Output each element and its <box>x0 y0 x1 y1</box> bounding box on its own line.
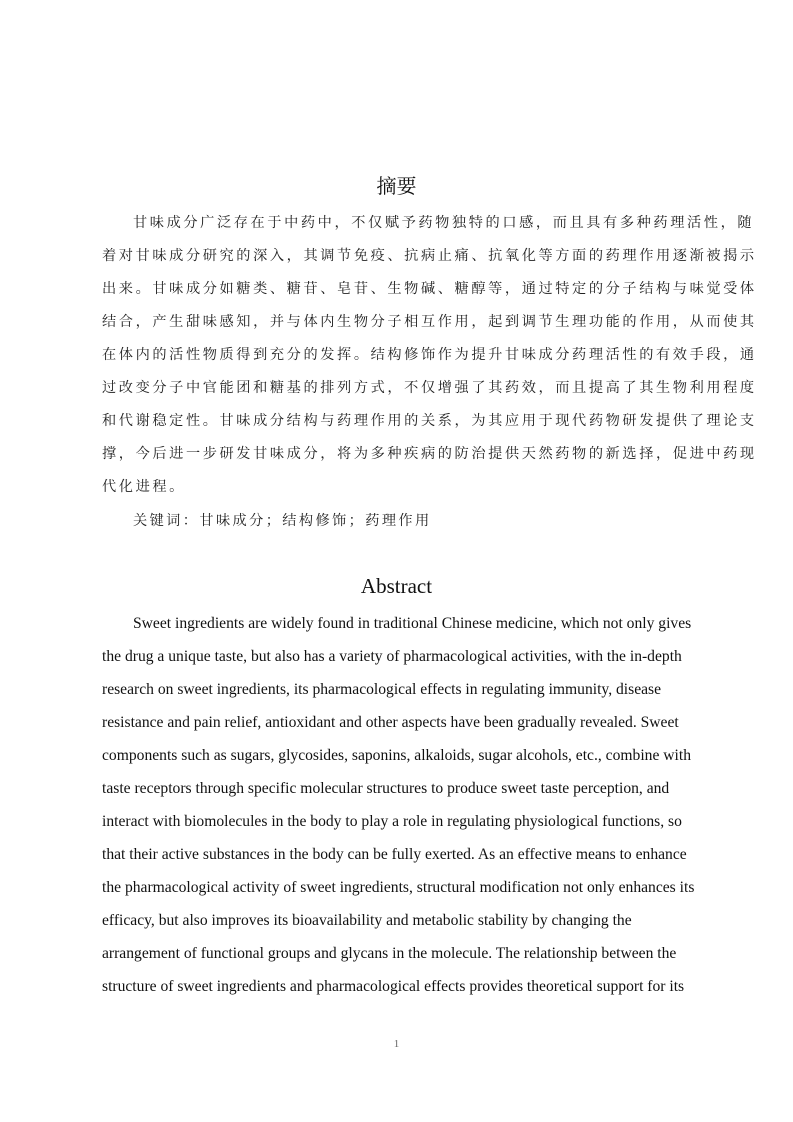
chinese-abstract-body <box>102 207 757 504</box>
english-abstract-line: structure of sweet ingredients and pharmacological effects provides theoretical support for its <box>102 978 685 995</box>
english-abstract-title: Abstract <box>360 574 433 598</box>
chinese-abstract-line: 在体内的活性物质得到充分的发挥。结构修饰作为提升甘味成分药理活性的有效手段，通 <box>102 347 757 363</box>
english-abstract-line: taste receptors through specific molecular structures to produce sweet taste perception, and <box>102 780 670 797</box>
english-abstract-line: efficacy, but also improves its bioavailability and metabolic stability by changing the <box>102 912 632 929</box>
english-abstract-line: components such as sugars, glycosides, saponins, alkaloids, sugar alcohols, etc., combine with <box>102 747 691 764</box>
english-abstract-line: the drug a unique taste, but also has a variety of pharmacological activities, with the in-depth <box>102 648 682 665</box>
english-abstract-line: arrangement of functional groups and glycans in the molecule. The relationship between the <box>102 945 677 962</box>
english-abstract-line: interact with biomolecules in the body to play a role in regulating physiological functions, so <box>102 813 682 830</box>
chinese-abstract-line: 撑，今后进一步研发甘味成分，将为多种疾病的防治提供天然药物的新选择，促进中药现 <box>102 446 757 462</box>
english-abstract-line: Sweet ingredients are widely found in traditional Chinese medicine, which not only gives <box>133 615 692 632</box>
chinese-abstract-line: 着对甘味成分研究的深入，其调节免疫、抗病止痛、抗氧化等方面的药理作用逐渐被揭示 <box>102 248 757 264</box>
english-abstract-line: that their active substances in the body can be fully exerted. As an effective means to enhance <box>102 846 687 863</box>
chinese-abstract-line: 甘味成分广泛存在于中药中，不仅赋予药物独特的口感，而且具有多种药理活性，随 <box>133 215 755 231</box>
page-number: 1 <box>393 1038 400 1050</box>
chinese-keywords: 关键词：甘味成分；结构修饰；药理作用 <box>133 513 432 529</box>
chinese-abstract-line: 过改变分子中官能团和糖基的排列方式，不仅增强了其药效，而且提高了其生物利用程度 <box>102 380 757 396</box>
english-abstract-line: the pharmacological activity of sweet ingredients, structural modification not only enhances its <box>102 879 695 896</box>
chinese-abstract-line: 代化进程。 <box>102 479 186 495</box>
english-abstract-line: resistance and pain relief, antioxidant and other aspects have been gradually revealed. Sweet <box>102 714 679 731</box>
chinese-abstract-line: 和代谢稳定性。甘味成分结构与药理作用的关系，为其应用于现代药物研发提供了理论支 <box>102 413 757 429</box>
english-abstract-line: research on sweet ingredients, its pharmacological effects in regulating immunity, disease <box>102 681 662 698</box>
chinese-abstract-title: 摘要 <box>376 174 417 198</box>
english-abstract-body <box>102 607 716 1003</box>
chinese-abstract-line: 出来。甘味成分如糖类、糖苷、皂苷、生物碱、糖醇等，通过特定的分子结构与味觉受体 <box>102 281 757 297</box>
chinese-abstract-line: 结合，产生甜味感知，并与体内生物分子相互作用，起到调节生理功能的作用，从而使其 <box>102 314 757 330</box>
